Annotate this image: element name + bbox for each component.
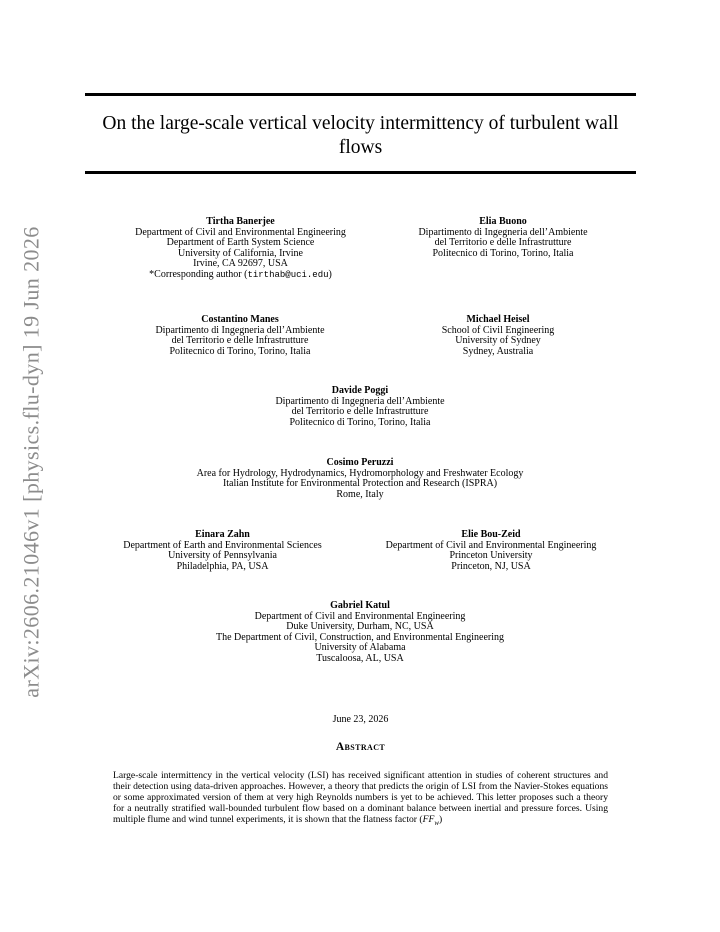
author-zahn — [100, 530, 345, 572]
author-name: Gabriel Katul — [330, 600, 390, 611]
abstract-text: Large-scale intermittency in the vertical velocity (LSI) has received significant attention in studies of coherent structures and their detection using data-driven approaches. However, a theory that predicts the origin of LSI from the Navier-Stokes equations or some approximated version of them at very high Reynolds numbers is yet to be achieved. This letter proposes such a theory for a neutrally stratified wall-bounded turbulent flow based on a dominant balance between inertial and pressure forces. Using multiple flume and wind tunnel experiments, it is shown that the flatness factor ( — [113, 770, 608, 825]
affiliation-line: Politecnico di Torino, Torino, Italia — [289, 416, 431, 428]
affiliation-line: Politecnico di Torino, Torino, Italia — [169, 345, 311, 357]
affiliation-line: Rome, Italy — [336, 488, 384, 500]
author-bou-zeid — [362, 530, 620, 572]
publication-date: June 23, 2026 — [332, 714, 389, 725]
affiliation-line: Department of Earth System Science — [166, 237, 315, 249]
title-rule-top — [85, 93, 636, 96]
affiliation-line: Princeton University — [449, 550, 533, 562]
affiliation-line: Princeton, NJ, USA — [451, 560, 531, 572]
affiliation-line: University of Pennsylvania — [168, 550, 277, 562]
flatness-factor-symbol: $FF_w$ — [422, 813, 440, 827]
corresponding-email[interactable]: tirthab@uci.edu — [247, 269, 329, 280]
author-name: Tirtha Banerjee — [206, 216, 275, 227]
affiliation-line: Italian Institute for Environmental Protection and Research (ISPRA) — [222, 478, 498, 490]
abstract-body: Large-scale intermittency in the vertical velocity (LSI) has received significant attention in studies of coherent structures and their detection using data-driven approaches. However, a theory that predicts the origin of LSI from the Navier-Stokes equations or some approximated version of them at very high Reynolds numbers is yet to be achieved. This letter proposes such a theory for a neutrally stratified wall-bounded turbulent flow based on a dominant balance between inertial and pressure forces. Using multiple flume and wind tunnel experiments, it is shown that the flatness factor $(FF_w)$ — [113, 770, 608, 827]
affiliation-line: Area for Hydrology, Hydrodynamics, Hydromorphology and Freshwater Ecology — [196, 467, 524, 479]
author-heisel — [408, 315, 588, 357]
affiliation-line: University of California, Irvine — [178, 247, 303, 259]
affiliation-line: The Department of Civil, Construction, and Environmental Engineering — [216, 631, 504, 643]
affiliation-line: Politecnico di Torino, Torino, Italia — [432, 247, 574, 259]
author-name: Elia Buono — [479, 216, 527, 227]
author-poggi — [225, 386, 495, 428]
affiliation-line: del Territorio e delle Infrastrutture — [291, 406, 429, 418]
author-name: Elie Bou-Zeid — [461, 529, 521, 540]
author-katul — [160, 601, 560, 665]
affiliation-line: Duke University, Durham, NC, USA — [286, 621, 434, 633]
affiliation-line: Department of Civil and Environmental Engineering — [135, 226, 346, 238]
affiliation-line: Sydney, Australia — [462, 345, 534, 357]
author-manes — [140, 315, 340, 357]
affiliation-line: University of Alabama — [314, 642, 406, 654]
affiliation-line: Tuscaloosa, AL, USA — [316, 652, 404, 664]
corresponding-author: *Corresponding author (tirthab@uci.edu) — [149, 268, 332, 280]
affiliation-line: Department of Civil and Environmental Engineering — [385, 539, 597, 551]
affiliation-line: Dipartimento di Ingegneria dell’Ambiente — [275, 395, 445, 407]
affiliation-line: Department of Civil and Environmental Engineering — [254, 610, 466, 622]
affiliation-line: Dipartimento di Ingegneria dell’Ambiente — [155, 324, 325, 336]
author-buono — [383, 217, 623, 259]
author-name: Davide Poggi — [331, 385, 389, 396]
title-rule-bottom — [85, 171, 636, 174]
author-name: Cosimo Peruzzi — [326, 457, 394, 468]
affiliation-line: del Territorio e delle Infrastrutture — [434, 237, 572, 249]
abstract-heading: Abstract — [335, 741, 386, 753]
author-peruzzi — [140, 458, 580, 500]
author-banerjee — [100, 217, 381, 281]
paper-title: On the large-scale vertical velocity intermittency of turbulent wall flows — [102, 113, 619, 158]
affiliation-line: Department of Earth and Environmental Sciences — [123, 539, 322, 551]
affiliation-line: Irvine, CA 92697, USA — [193, 258, 288, 270]
author-name: Costantino Manes — [201, 314, 279, 325]
arxiv-identifier — [16, 212, 48, 712]
affiliation-line: Dipartimento di Ingegneria dell’Ambiente — [418, 226, 588, 238]
arxiv-identifier-text: arXiv:2606.21046v1 [physics.flu-dyn] 19 Jun 2026 — [19, 226, 45, 698]
affiliation-line: Philadelphia, PA, USA — [176, 560, 269, 572]
affiliation-line: University of Sydney — [455, 335, 541, 347]
author-name: Michael Heisel — [466, 314, 530, 325]
author-name: Einara Zahn — [195, 529, 250, 540]
affiliation-line: School of Civil Engineering — [441, 324, 555, 336]
affiliation-line: del Territorio e delle Infrastrutture — [171, 335, 309, 347]
